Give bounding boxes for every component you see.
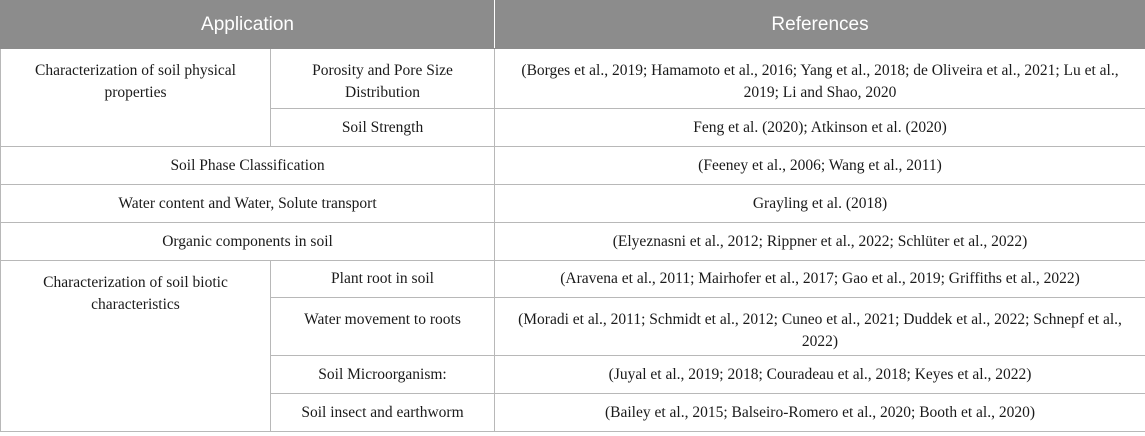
application-micro: Soil Microorganism: [271,356,495,394]
header-references: References [495,1,1145,49]
references-micro: (Juyal et al., 2019; 2018; Couradeau et al., 2018; Keyes et al., 2022) [495,356,1145,394]
table-row [1,185,1145,223]
references-water-movement: (Moradi et al., 2011; Schmidt et al., 2012; Cuneo et al., 2021; Duddek et al., 2022; Schnepf et al., 2022) [495,298,1145,356]
references-root: (Aravena et al., 2011; Mairhofer et al., 2017; Gao et al., 2019; Griffiths et al., 2022) [495,261,1145,298]
references-phase: (Feeney et al., 2006; Wang et al., 2011) [495,147,1145,185]
references-insect: (Bailey et al., 2015; Balseiro-Romero et al., 2020; Booth et al., 2020) [495,394,1145,432]
table-row [1,223,1145,261]
header-application: Application [1,1,495,49]
references-porosity: (Borges et al., 2019; Hamamoto et al., 2016; Yang et al., 2018; de Oliveira et al., 2021; Lu et al., 2019; Li and Shao, 2020 [495,49,1145,109]
category-biotic: Characterization of soil biotic characteristics [1,261,271,432]
application-insect: Soil insect and earthworm [271,394,495,432]
application-root: Plant root in soil [271,261,495,298]
header-row [1,1,1145,49]
table-row [1,147,1145,185]
table-row [1,49,1145,109]
application-strength: Soil Strength [271,109,495,147]
application-phase: Soil Phase Classification [1,147,495,185]
application-organic: Organic components in soil [1,223,495,261]
category-physical: Characterization of soil physical properties [1,49,271,147]
references-water-content: Grayling et al. (2018) [495,185,1145,223]
references-organic: (Elyeznasni et al., 2012; Rippner et al., 2022; Schlüter et al., 2022) [495,223,1145,261]
application-porosity: Porosity and Pore Size Distribution [271,49,495,109]
application-water-content: Water content and Water, Solute transport [1,185,495,223]
references-strength: Feng et al. (2020); Atkinson et al. (2020) [495,109,1145,147]
application-water-movement: Water movement to roots [271,298,495,356]
table-row [1,261,1145,298]
